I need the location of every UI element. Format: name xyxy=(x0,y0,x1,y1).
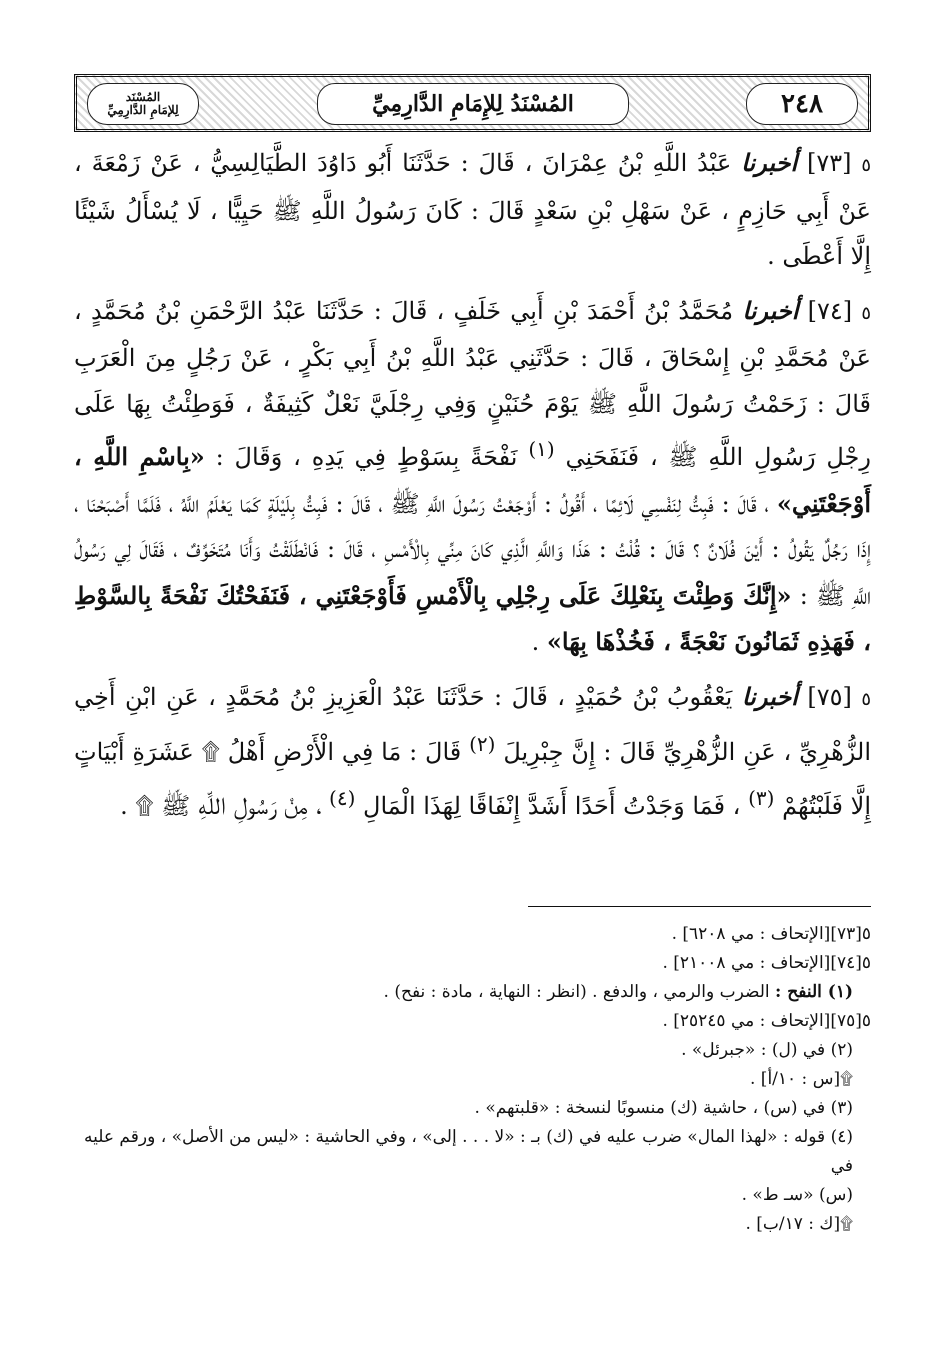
footnote-text: ۩[ك : ١٧/ب] . xyxy=(745,1214,853,1234)
footnote-text: (٣) في (س) ، حاشية (ك) منسوبًا لنسخة : «قلبتهم» . xyxy=(474,1098,853,1118)
prophetic-speech: «إِنَّكَ وَطِئْتَ بِنَعْلِكَ عَلَى رِجْلِي بِالْأَمْسِ فَأَوْجَعْتَنِي ، فَنَفَحْتُكَ نَفْحَةً بِالسَّوْطِ ، فَهَذِهِ ثَمَانُونَ نَعْجَةً ، فَخُذْهَا بِهَا» xyxy=(74,580,871,656)
footnote-text: (٤) قوله : «لهذا المال» ضرب عليه في (ك) بـ : «لا . . . إلى» ، وفي الحاشية : «ليس من الأصل» ، ورقم عليه في xyxy=(84,1127,853,1176)
seal-line-2: لِلإمَامِ الدَّارِمِيِّ xyxy=(107,103,179,117)
hadith-text: مُحَمَّدُ بْنُ أَحْمَدَ بْنِ أَبِي خَلَفٍ ، قَالَ : حَدَّثَنَا عَبْدُ الرَّحْمَنِ بْنُ مُحَمَّدٍ ، عَنْ مُحَمَّدِ بْنِ إِسْحَاقَ ، قَالَ : حَدَّثَنِي عَبْدُ اللَّهِ بْنُ أَبِي بَكْرٍ ، عَنْ رَجُلٍ مِنَ الْعَرَبِ قَالَ : زَحَمْتُ رَسُولَ اللَّهِ ﷺ يَوْمَ حُنَيْنٍ وَفِي رِجْلَيَّ نَعْلٌ كَثِيفَةٌ ، فَوَطِئْتُ بِهَا عَلَى رِجْلِ رَسُولِ اللَّهِ ﷺ ، فَنَفَحَنِي xyxy=(74,296,871,471)
footnote-ref-3: (٣) xyxy=(748,785,775,810)
footnote-item xyxy=(74,1065,871,1094)
page-title: المُسْنَدُ لِلإِمَامِ الدَّارِمِيِّ xyxy=(317,83,629,125)
footnote-text: ٥[٧٤][الإتحاف : مي ٢١٠٠٨] . xyxy=(662,953,871,973)
footnote-item xyxy=(74,1181,871,1210)
hadith-text: ، فَمَا وَجَدْتُ أَحَدًا أَشَدَّ إِنْفَاقًا لِهَذَا الْمَالِ xyxy=(363,791,741,820)
page-header xyxy=(74,74,871,132)
footnote-text: الضرب والرمي ، والدفع . (انظر : النهاية ، مادة : نفح) . xyxy=(383,982,770,1002)
hadith-text: ، مِنْ رَسُولِ اللَّهِ ﷺ ۩ . xyxy=(120,791,322,820)
footnote-item xyxy=(74,1094,871,1123)
isnad-opening: أخبرنا xyxy=(741,148,798,177)
entry-marker: ٥ xyxy=(861,688,871,710)
footnote-item xyxy=(74,978,871,1007)
hadith-text: . xyxy=(531,628,540,656)
footnote-text: ٥[٧٥][الإتحاف : مي ٢٥٢٤٥] . xyxy=(662,1011,871,1031)
hadith-text: قَالَ : مَا فِي الْأَرْضِ أَهْلُ ۩ عَشَرَةِ أَبْيَاتٍ إِلَّا فَلَبْتُهُمْ xyxy=(74,738,871,820)
footnote-item xyxy=(74,1036,871,1065)
hadith-number: [٧٥] xyxy=(807,682,852,711)
hadith-text: نَفْحَةً بِسَوْطٍ فِي يَدِهِ ، وَقَالَ : xyxy=(215,443,518,471)
footnote-text: (س) «سـ ط» . xyxy=(741,1185,853,1205)
footnote-ref-4: (٤) xyxy=(329,785,356,810)
footnote-ref-1: (١) xyxy=(528,437,555,461)
footnote-key: (١) النفح : xyxy=(775,982,853,1002)
footnote-divider xyxy=(528,906,871,907)
footnote-item xyxy=(74,949,871,978)
page-number: ٢٤٨ xyxy=(781,89,823,119)
footnote-text: ۩[س : ١٠/أ] . xyxy=(750,1069,853,1089)
seal-line-1: المُسْنَد xyxy=(125,90,161,104)
hadith-number: [٧٣] xyxy=(806,149,852,177)
entry-marker: ٥ xyxy=(861,302,872,324)
isnad-opening: أخبرنا xyxy=(741,681,798,711)
footnote-item xyxy=(74,1123,871,1181)
hadith-74 xyxy=(74,288,871,666)
seal-emblem xyxy=(87,83,199,125)
hadith-text: عَبْدُ اللَّهِ بْنُ عِمْرَانَ ، قَالَ : حَدَّثَنَا أَبُو دَاوُدَ الطَّيَالِسِيُّ ، عَنْ زَمْعَةَ ، عَنْ أَبِي حَازِمٍ ، عَنْ سَهْلِ بْنِ سَعْدٍ قَالَ : كَانَ رَسُولُ اللَّهِ ﷺ حَيِيًّا ، لَا يُسْأَلُ شَيْئًا إِلَّا أَعْطَى . xyxy=(74,149,871,270)
page-number-box xyxy=(746,83,858,125)
footnote-text: ٥[٧٣][الإتحاف : مي ٦٢٠٨] . xyxy=(671,924,871,944)
footnotes xyxy=(74,920,871,1239)
footnote-item xyxy=(74,1007,871,1036)
footnote-item xyxy=(74,1210,871,1239)
footnote-ref-2: (٢) xyxy=(469,732,496,756)
hadith-75 xyxy=(74,674,871,830)
hadith-number: [٧٤] xyxy=(807,296,853,325)
isnad-opening: أخبرنا xyxy=(742,295,799,325)
main-text xyxy=(74,140,871,829)
footnote-text: (٢) في (ل) : «جبرئل» . xyxy=(681,1040,853,1060)
hadith-73 xyxy=(74,140,871,280)
footnote-item xyxy=(74,920,871,949)
hadith-text: يَعْقُوبُ بْنُ حُمَيْدٍ ، قَالَ : حَدَّثَنَا عَبْدُ الْعَزِيزِ بْنُ مُحَمَّدٍ ، عَنِ ابْنِ أَخِي الزُّهْرِيِّ ، عَنِ الزُّهْرِيِّ قَالَ : إِنَّ جِبْرِيلَ xyxy=(74,682,871,766)
prophetic-speech: «بِاسْمِ اللَّهِ ، أَوْجَعْتَنِي» xyxy=(74,442,871,518)
hadith-text: ، قَالَ : فَبِتُّ لِنَفْسِي لَائِمًا ، أَقُولُ : أَوْجَعْتُ رَسُولَ اللَّهِ ﷺ ، قَالَ : فَبِتُّ بِلَيْلَةٍ كَمَا يَعْلَمُ اللَّهُ ، فَلَمَّا أَصْبَحْنَا ، إِذَا رَجُلٌ يَقُولُ : أَيْنَ فُلَانٌ ؟ قَالَ : قُلْتُ : هَذَا وَاللَّهِ الَّذِي كَانَ مِنِّي بِالْأَمْسِ ، قَالَ : فَانْطَلَقْتُ وَأَنَا مُتَخَوِّفٌ ، فَقَالَ لِي رَسُولُ اللَّهِ ﷺ : xyxy=(74,489,872,610)
entry-marker: ٥ xyxy=(861,155,871,176)
